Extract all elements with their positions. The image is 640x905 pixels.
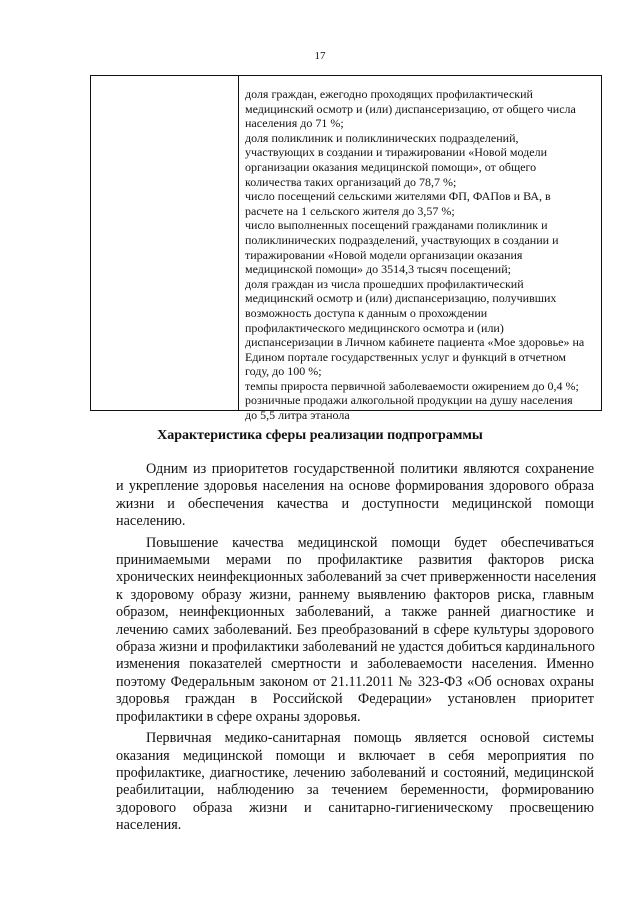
table-right-cell <box>239 76 601 423</box>
table-text-line: число выполненных посещений гражданами поликлиник и <box>245 218 548 233</box>
table-left-cell <box>91 76 239 410</box>
paragraph-line: образом, неинфекционных заболеваний, а также ранней диагностике и <box>116 604 594 621</box>
paragraph <box>116 730 594 834</box>
table-text-line: доля граждан из числа прошедших профилактический <box>245 276 524 291</box>
paragraph-line: Повышение качества медицинской помощи будет обеспечиваться <box>146 534 594 551</box>
table-text-line: профилактического медицинского осмотра и (или) <box>245 320 504 335</box>
table-text-line: медицинской помощи» до 3514,3 тысяч посещений; <box>245 262 511 277</box>
table-text-line: количества таких организаций до 78,7 %; <box>245 174 457 189</box>
paragraph-line: Одним из приоритетов государственной политики являются сохранение <box>146 461 594 477</box>
table-text-line: расчете на 1 сельского жителя до 3,57 %; <box>245 203 455 218</box>
paragraph-line: образа жизни и профилактики заболеваний не удастся добиться кардинального <box>116 639 595 656</box>
paragraph-line: Первичная медико-санитарная помощь является основой системы <box>146 730 594 747</box>
table-text-line: до 5,5 литра этанола <box>245 408 350 423</box>
indicators-table <box>90 75 602 423</box>
paragraph-line: профилактике, диагностике, лечению заболеваний и состояний, медицинской <box>116 764 594 781</box>
table-text-line: Едином портале государственных услуг и функций в отчетном <box>245 349 567 364</box>
paragraph-line: оказания медицинской помощи и включает в себя мероприятия по <box>116 747 594 764</box>
paragraph-line: и укрепление здоровья населения на основе формирования здорового образа <box>116 478 594 495</box>
section-title: Характеристика сферы реализации подпрограммы <box>157 428 483 443</box>
paragraph-line: к здоровому образу жизни, раннему выявлению факторов риска, главным <box>116 586 594 603</box>
table-text-line: поликлинических подразделений, участвующих в создании и <box>245 232 559 247</box>
paragraph-line: здоровья граждан в Российской Федерации» установлен приоритет <box>116 691 594 708</box>
page-number: 17 <box>314 50 326 62</box>
table-text-line: организации оказания медицинской помощи», от общего <box>245 159 537 174</box>
paragraph-line: хронических неинфекционных заболеваний за счет приверженности населения <box>116 569 597 586</box>
paragraph-line: жизни и обеспечения качества и доступности медицинской помощи <box>116 495 594 512</box>
table-text-line: медицинский осмотр и (или) диспансеризацию, от общего числа <box>245 101 576 116</box>
table-text-line: тиражировании «Новой модели организации оказания <box>245 247 523 262</box>
table-text-line: число посещений сельскими жителями ФП, ФАПов и ВА, в <box>245 189 551 204</box>
table-text-line: возможность доступа к данным о прохождении <box>245 305 488 320</box>
table-text-line: участвующих в создании и тиражировании «Новой модели <box>245 145 548 160</box>
paragraph-line: реабилитации, наблюдению за течением беременности, формированию <box>116 782 594 799</box>
paragraph-line: населения. <box>116 817 182 834</box>
table-text-line: доля поликлиник и поликлинических подразделений, <box>245 130 519 145</box>
paragraph-line: населению. <box>116 513 186 530</box>
table-text-line: населения до 71 %; <box>245 116 344 131</box>
paragraph-line: лечению самих заболеваний. Без преобразований в сфере культуры здорового <box>116 621 594 638</box>
body-text <box>116 461 597 839</box>
paragraph-line: поэтому Федеральным законом от 21.11.2011 № 323-ФЗ «Об основах охраны <box>116 673 594 690</box>
table-text-line: темпы прироста первичной заболеваемости ожирением до 0,4 %; <box>245 378 579 393</box>
table-text-line: диспансеризации в Личном кабинете пациента «Мое здоровье» на <box>245 335 585 350</box>
table-text-line: году, до 100 %; <box>245 364 322 379</box>
table-text-line: розничные продажи алкогольной продукции на душу населения <box>245 393 573 408</box>
paragraph <box>116 534 597 726</box>
paragraph-line: здорового образа жизни и санитарно-гигиеническому просвещению <box>116 799 594 816</box>
paragraph-line: профилактики в сфере охраны здоровья. <box>116 708 361 725</box>
paragraph <box>116 461 594 531</box>
table-text-line: медицинский осмотр и (или) диспансеризацию, получивших <box>245 291 557 306</box>
table-text-line: доля граждан, ежегодно проходящих профилактический <box>245 87 533 101</box>
paragraph-line: принимаемыми мерами по профилактике развития факторов риска <box>116 552 594 569</box>
paragraph-line: изменения показателей смертности и заболеваемости населения. Именно <box>116 656 594 673</box>
